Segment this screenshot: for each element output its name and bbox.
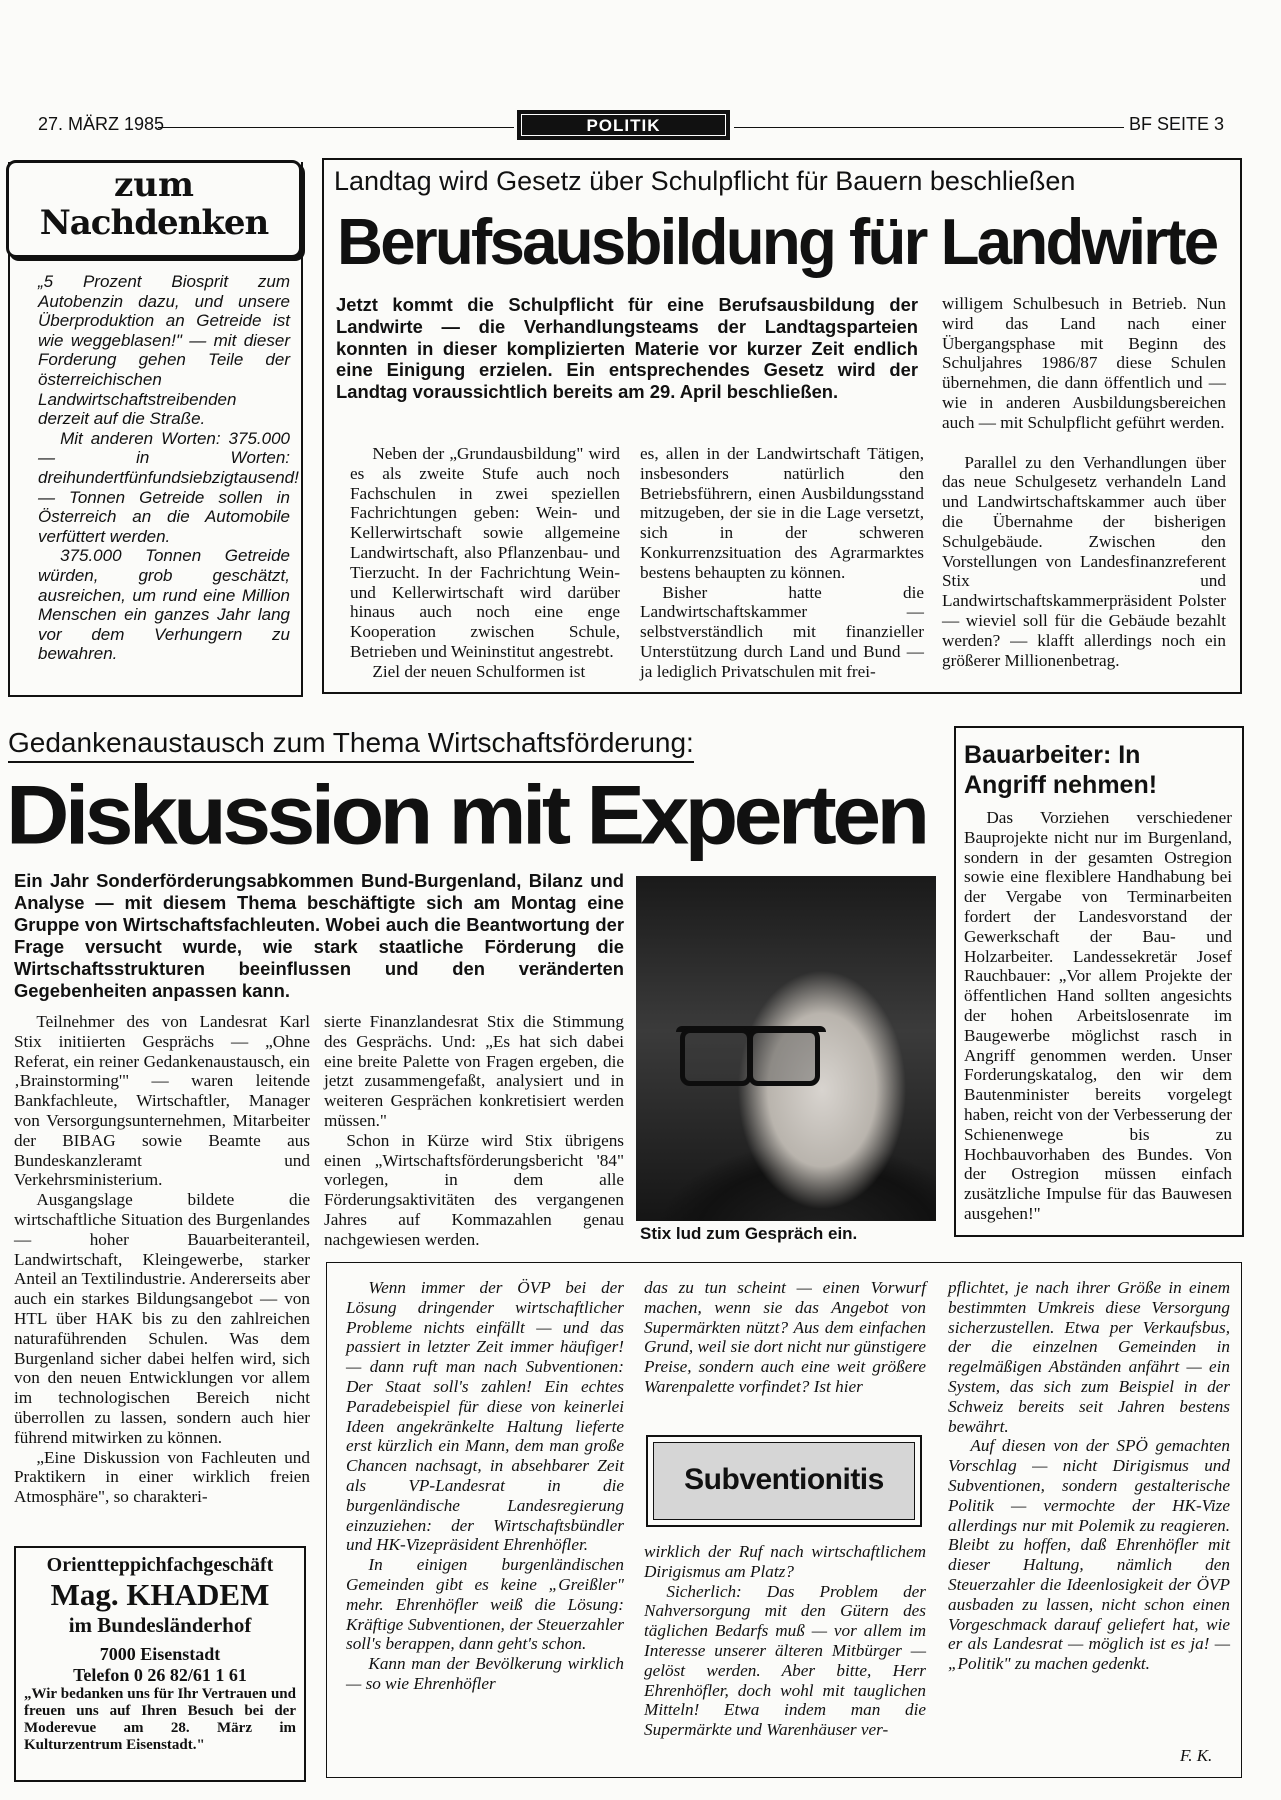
nachdenken-title-line1: zum xyxy=(113,165,194,205)
experten-col1-para: Ausgangslage bildete die wirtschaftliche Situation des Burgenlandes — hoher Bauarbeiteranteil, Landwirtschaft, Kleingewerbe, starker Anteil an Textilindustrie. Andererseits aber auch ein starkes Bildungsangebot — von HTL über HAK bis zu den zahlreichen naturaführenden Schulen. Was dem Burgenland sicher dabei helfen wird, sich von den neuen Entwicklungen vor allem im technologischen Bereich nicht überrollen zu lassen, sondern auch hier führend mitwirken zu können. xyxy=(14,1190,310,1447)
subventionitis-col3 xyxy=(948,1278,1230,1674)
landwirte-col2 xyxy=(640,444,924,682)
subventionitis-col3-para: pflichtet, je nach ihrer Größe in einem bestimmten Umkreis diese Versorgung sicherzustellen. Etwa per Verkaufsbus, der die einzelnen Gemeinden in regelmäßigen Abständen anfährt — ein System, das sich zum Beispiel in der Schweiz bereits seit Jahren bestens bewährt. xyxy=(948,1278,1230,1436)
subventionitis-title-box xyxy=(646,1435,922,1527)
experten-col2 xyxy=(324,1012,624,1250)
landwirte-col3 xyxy=(942,294,1226,670)
page-number: BF SEITE 3 xyxy=(1129,114,1225,134)
bauarbeiter-headline: Bauarbeiter: In Angriff nehmen! xyxy=(964,741,1158,799)
experten-col1-para: „Eine Diskussion von Fachleuten und Praktikern in einer wirklich freien Atmosphäre", so charakteri- xyxy=(14,1447,310,1507)
subventionitis-col1-para: Kann man der Bevölkerung wirklich — so wie Ehrenhöfler xyxy=(346,1654,624,1693)
ad-text: „Wir bedanken uns für Ihr Vertrauen und freuen uns auf Ihren Besuch bei der Moderevue am 28. März im Kulturzentrum Eisenstadt." xyxy=(24,1686,296,1753)
landwirte-col2-para: Bisher hatte die Landwirtschaftskammer — selbstverständlich mit finanzieller Unterstützung durch Land und Bund — ja lediglich Privatschulen mit frei- xyxy=(640,582,924,681)
khadem-ad xyxy=(14,1546,306,1782)
subventionitis-col1-para: In einigen burgenländischen Gemeinden gibt es keine „Greißler" mehr. Ehrenhöfler weiß die Lösung: Kräftige Subventionen, der Steuerzahler soll's berappen, dann geht's schon. xyxy=(346,1555,624,1654)
ad-line5: Telefon 0 26 82/61 1 61 xyxy=(73,1665,247,1685)
experten-col2-para: sierte Finanzlandesrat Stix die Stimmung des Gesprächs. Und: „Es hat sich dabei eine breite Palette von Fragen ergeben, die jetzt zusammengefaßt, analysiert und in weiteren Gesprächen konkretisiert werden müssen." xyxy=(324,1012,624,1130)
landwirte-headline: Berufsausbildung für Landwirte xyxy=(337,206,1217,279)
landwirte-col1 xyxy=(350,444,620,682)
subventionitis-col2b-para: wirklich der Ruf nach wirtschaftlichem Dirigismus am Platz? xyxy=(644,1542,926,1581)
section-label xyxy=(517,110,730,140)
stix-photo-lens xyxy=(748,1028,820,1086)
stix-photo-lens xyxy=(680,1028,752,1086)
experten-col2-para: Schon in Kürze wird Stix übrigens einen „Wirtschaftsförderungsbericht '84" vorlegen, in dem alle Förderungsaktivitäten des vergangenen Jahres auf Kommazahlen genau nachgewiesen werden. xyxy=(324,1130,624,1249)
nachdenken-text xyxy=(38,272,299,664)
header-rule-right xyxy=(734,127,1124,128)
nachdenken-title-line2: Nachdenken xyxy=(39,203,269,243)
experten-headline: Diskussion mit Experten xyxy=(6,768,926,862)
subventionitis-col3-para: Auf diesen von der SPÖ gemachten Vorschlag — nicht Dirigismus und Subventionen, sondern gestalterische Politik — vermochte der HK-Vize allerdings nur mit Polemik zu reagieren. Bleibt zu hoffen, daß Ehrenhöfler mit dieser Haltung, nämlich den Steuerzahler die Ideenlosigkeit der ÖVP ausbaden zu lassen, nicht schon einen Vorgeschmack darauf geliefert hat, wie er als Landesrat — möglich ist es ja! — „Politik" zu machen gedenkt. xyxy=(948,1436,1230,1674)
landwirte-col3-para: willigem Schulbesuch in Betrieb. Nun wird das Land nach einer Übergangsphase mit Beginn des Schuljahres 1986/87 diese Schulen übernehmen, die dann öffentlich und — wie in anderen Ausbildungsbereichen auch — mit Schulpflicht geführt werden. xyxy=(942,294,1226,432)
landwirte-col2-para: es, allen in der Landwirtschaft Tätigen, insbesonders natürlich den Betriebsführern, einen Ausbildungsstand mitzugeben, der sie in die Lage versetzt, sich in der schweren Konkurrenzsituation des Agrarmarktes bestens behaupten zu können. xyxy=(640,444,924,582)
landwirte-col1-para: Neben der „Grundausbildung" wird es als zweite Stufe auch noch Fachschulen in zwei speziellen Fachrichtungen geben: Wein- und Kellerwirtschaft sowie allgemeine Landwirtschaft, also Pflanzenbau- und Tierzucht. In der Fachrichtung Wein- und Kellerwirtschaft wird darüber hinaus auch noch eine enge Kooperation zwischen Schule, Betrieben und Weininstitut angestrebt. xyxy=(350,444,620,661)
nachdenken-paragraph: „5 Prozent Biosprit zum Autobenzin dazu, und unsere Überproduktion an Getreide ist wie weggeblasen!" — mit dieser Forderung gehen Teile der österreichischen Landwirtschaftstreibenden derzeit auf die Straße. xyxy=(38,272,290,429)
landwirte-lead: Jetzt kommt die Schulpflicht für eine Berufsausbildung der Landwirte — die Verhandlungsteams der Landtagsparteien konnten in dieser komplizierten Materie vor kurzer Zeit endlich eine Einigung erzielen. Ein entsprechendes Gesetz wird der Landtag voraussichtlich bereits am 29. April beschließen. xyxy=(336,294,918,403)
issue-date: 27. MÄRZ 1985 xyxy=(38,114,165,134)
subventionitis-signature: F. K. xyxy=(1180,1746,1213,1765)
experten-kicker: Gedankenaustausch zum Thema Wirtschaftsförderung: xyxy=(8,725,694,763)
experten-lead: Ein Jahr Sonderförderungsabkommen Bund-Burgenland, Bilanz und Analyse — mit diesem Thema beschäftigte sich am Montag eine Gruppe von Wirtschaftsfachleuten. Wobei auch die Beantwortung der Frage versucht wurde, wie stark staatliche Förderung die Wirtschaftsstrukturen beeinflussen und den veränderten Gegebenheiten anpassen kann. xyxy=(14,870,624,1001)
ad-line4: 7000 Eisenstadt xyxy=(99,1644,221,1664)
subventionitis-col1-para: Wenn immer der ÖVP bei der Lösung dringender wirtschaftlicher Probleme nichts einfällt — und das passiert in letzter Zeit immer häufiger! — dann ruft man nach Subventionen: Der Staat soll's zahlen! Ein echtes Paradebeispiel für diese von keinerlei Ideen angekränkelte Haltung lieferte erst kürzlich ein Mann, dem man große Chancen nachsagt, in absehbarer Zeit als VP-Landesrat in die burgenländische Landesregierung einzuziehen: der Wirtschaftsbündler und HK-Vizepräsident Ehrenhöfler. xyxy=(346,1278,624,1555)
experten-col1 xyxy=(14,1012,310,1507)
photo-caption: Stix lud zum Gespräch ein. xyxy=(640,1224,858,1243)
subventionitis-col2a: das zu tun scheint — einen Vorwurf machen, wenn sie das Angebot von Supermärkten nützt? Aus dem einfachen Grund, weil sie dort nicht nur günstigere Preise, sondern auch eine weit größere Warenpalette vorfindet? Ist hier xyxy=(644,1278,926,1396)
landwirte-kicker: Landtag wird Gesetz über Schulpflicht für Bauern beschließen xyxy=(334,166,1076,196)
nachdenken-title-box xyxy=(6,160,302,258)
subventionitis-col2b-para: Sicherlich: Das Problem der Nahversorgung mit den Gütern des täglichen Bedarfs muß — vor allem im Interesse unserer älteren Mitbürger — gelöst werden. Aber bitte, Herr Ehrenhöfler, doch wohl mit tauglichen Mitteln! Etwa indem man die Supermärkte und Warenhäuser ver- xyxy=(644,1581,926,1740)
ad-line1: Orientteppichfachgeschäft xyxy=(46,1554,274,1576)
nachdenken-paragraph: 375.000 Tonnen Getreide würden, grob geschätzt, ausreichen, um rund eine Million Menschen ein ganzes Jahr lang vor dem Verhungern zu bewahren. xyxy=(38,546,290,664)
header-rule-left xyxy=(158,127,514,128)
subventionitis-title: Subventionitis xyxy=(653,1442,915,1520)
section-label-text: POLITIK xyxy=(521,114,726,136)
ad-line3: im Bundesländerhof xyxy=(68,1613,252,1637)
stix-photo xyxy=(636,876,936,1221)
subventionitis-col2b xyxy=(644,1542,926,1740)
nachdenken-paragraph: Mit anderen Worten: 375.000 — in Worten: dreihundertfünfundsiebzigtausend! — Tonnen Getreide sollen in Österreich an die Automobile verfüttert werden. xyxy=(38,428,299,546)
landwirte-col1-para: Ziel der neuen Schulformen ist xyxy=(372,661,586,681)
experten-col1-para: Teilnehmer des von Landesrat Karl Stix initiierten Gesprächs — „Ohne Referat, ein reiner Gedankenaustausch, ein ‚Brainstorming'" — waren leitende Bankfachleute, Wirtschaftler, Manager von Versorgungsunternehmen, Mitarbeiter der BIBAG sowie Beamte aus Bundeskanzleramt und Verkehrsministerium. xyxy=(14,1012,310,1190)
landwirte-col3-para: Parallel zu den Verhandlungen über das neue Schulgesetz verhandeln Land und Landwirtschaftskammer auch über die Übernahme der bisherigen Schulgebäude. Zwischen den Vorstellungen von Landesfinanzreferent Stix und Landwirtschaftskammerpräsident Polster — wieviel soll für die Gebäude bezahlt werden? — klafft allerdings noch ein größerer Millionenbetrag. xyxy=(942,452,1226,670)
ad-line2: Mag. KHADEM xyxy=(50,1577,270,1612)
subventionitis-col1 xyxy=(346,1278,624,1694)
bauarbeiter-text: Das Vorziehen verschiedener Bauprojekte nicht nur im Burgenland, sondern in der gesamten Ostregion sowie eine flexiblere Handhabung bei der Vergabe von Terminarbeiten fordert der Landesvorstand der Gewerkschaft der Bau- und Holzarbeiter. Landessekretär Josef Rauchbauer: „Vor allem Projekte der öffentlichen Hand sollten angesichts der hohen Arbeitslosenrate im Baugewerbe möglichst rasch in Angriff genommen werden. Unser Forderungskatalog, den wir dem Bautenminister bereits vorgelegt haben, reicht von der Verbesserung der Schienenwege bis zu Hochbauvorhaben des Bundes. Von der Ostregion müssen einfach zusätzliche Impulse für das Bauwesen ausgehen!" xyxy=(964,808,1232,1223)
